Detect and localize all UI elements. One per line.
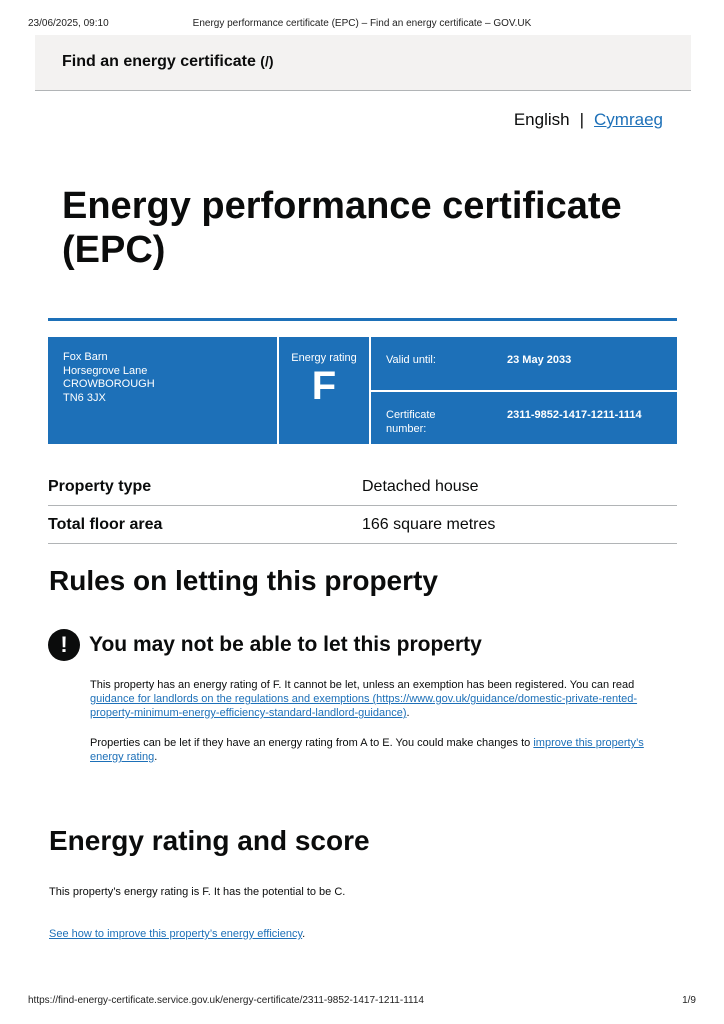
letting-improve-text: Properties can be let if they have an energy rating from A to E. You could make changes to (90, 737, 534, 749)
rules-heading: Rules on letting this property (49, 565, 438, 596)
landlord-guidance-link[interactable]: guidance for landlords on the regulations and exemptions (https://www.gov.uk/guidance/domestic-private-rented-property-minimum-energy-efficiency-standard-landlord-guidance) (90, 693, 638, 719)
address-line: TN6 3JX (63, 391, 106, 404)
certificate-label-line: number: (386, 422, 427, 435)
print-header (28, 18, 696, 32)
language-switcher (514, 110, 663, 130)
improve-efficiency-link[interactable]: See how to improve this property’s energy efficiency (49, 928, 303, 940)
energy-rating-summary: This property’s energy rating is F. It has the potential to be C. (49, 886, 346, 898)
certificate-label-line: Certificate (386, 409, 436, 421)
service-name-link[interactable] (62, 53, 274, 71)
address-line: CROWBOROUGH (63, 378, 155, 390)
letting-rules-end: . (406, 707, 410, 719)
summary-row-property-type (48, 468, 677, 506)
language-current: English (513, 110, 570, 129)
print-datetime: 23/06/2025, 09:10 (28, 18, 109, 29)
service-link-href: (/) (260, 53, 274, 69)
print-page-number: 1/9 (682, 995, 696, 1006)
valid-until-value: 23 May 2033 (507, 354, 572, 366)
warning-title: You may not be able to let this property (89, 633, 482, 656)
warning-icon: ! (48, 629, 80, 661)
floor-area-label: Total floor area (48, 516, 163, 533)
energy-rating-cell (279, 337, 369, 444)
service-header (35, 35, 691, 91)
energy-efficiency-paragraph (49, 927, 669, 941)
address-line: Fox Barn (63, 351, 108, 363)
certificate-number-cell (371, 392, 677, 444)
improve-rating-link[interactable]: improve this property’s energy rating (90, 737, 644, 763)
address-line: Horsegrove Lane (63, 364, 148, 377)
property-address (48, 337, 277, 444)
service-name: Find an energy certificate (62, 53, 256, 70)
property-type-value: Detached house (362, 478, 479, 495)
letting-rules-text: This property has an energy rating of F. It cannot be let, unless an exemption has been registered. You can read (90, 679, 635, 691)
certificate-number-label (386, 409, 466, 436)
property-type-label: Property type (48, 478, 152, 495)
letting-improve-end: . (154, 751, 158, 763)
summary-row-floor-area (48, 506, 677, 544)
energy-rating-label: Energy rating (291, 352, 357, 364)
energy-rating-letter: F (311, 364, 337, 408)
language-separator: | (579, 110, 585, 129)
page-title: Energy performance certificate (EPC) (62, 185, 622, 271)
print-url: https://find-energy-certificate.service.gov.uk/energy-certificate/2311-9852-1417-1211-1114 (28, 995, 424, 1006)
print-page-title: Energy performance certificate (EPC) – Find an energy certificate – GOV.UK (192, 18, 532, 29)
energy-efficiency-end: . (302, 928, 306, 940)
epc-divider (48, 318, 677, 321)
valid-until-label: Valid until: (386, 354, 436, 366)
letting-improve-paragraph (90, 736, 680, 764)
certificate-number-value: 2311-9852-1417-1211-1114 (507, 409, 642, 421)
language-cymraeg-link[interactable]: Cymraeg (594, 110, 663, 129)
letting-rules-paragraph (90, 678, 680, 720)
print-footer (28, 995, 696, 1009)
valid-until-cell (371, 337, 677, 390)
energy-rating-heading: Energy rating and score (49, 825, 370, 856)
epc-summary-box (48, 337, 677, 444)
property-summary-list (48, 468, 677, 544)
floor-area-value: 166 square metres (362, 516, 496, 533)
